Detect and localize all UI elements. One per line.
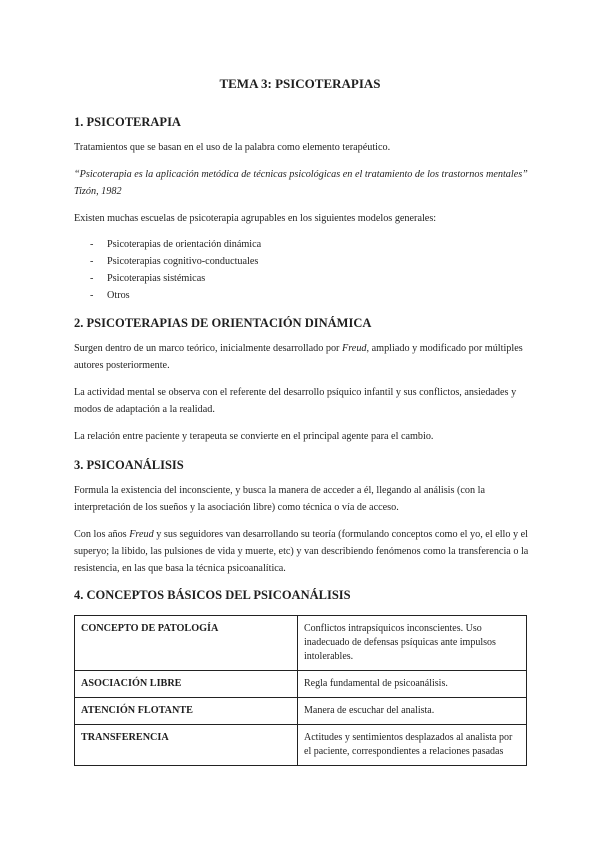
author-name: Freud xyxy=(129,529,154,540)
list-item xyxy=(74,253,261,270)
list-item xyxy=(74,270,261,287)
table-row xyxy=(75,725,527,766)
text-run: Surgen dentro de un marco teórico, inicialmente desarrollado por xyxy=(74,343,342,354)
concept-definition: Conflictos intrapsíquicos inconscientes. Uso inadecuado de defensas psíquicas ante impulsos intolerables. xyxy=(298,616,527,671)
concept-definition: Manera de escuchar del analista. xyxy=(298,698,527,725)
text-run: Con los años xyxy=(74,529,130,540)
author-name: Freud xyxy=(342,343,367,354)
concept-term: TRANSFERENCIA xyxy=(75,725,298,766)
table-row xyxy=(75,698,527,725)
concepts-table xyxy=(74,615,527,766)
document-title: TEMA 3: PSICOTERAPIAS xyxy=(219,76,381,91)
list-item xyxy=(74,287,261,304)
quote-source: Tizón, 1982 xyxy=(74,186,122,197)
section-4-heading: 4. CONCEPTOS BÁSICOS DEL PSICOANÁLISIS xyxy=(74,588,351,602)
quote-text: “Psicoterapia es la aplicación metódica de técnicas psicológicas en el tratamiento de los trastornos mentales” xyxy=(74,169,528,180)
concept-term: CONCEPTO DE PATOLOGÍA xyxy=(75,616,298,671)
section-3-heading: 3. PSICOANÁLISIS xyxy=(74,458,184,472)
list-dash: - xyxy=(90,256,94,267)
section-1-heading: 1. PSICOTERAPIA xyxy=(74,115,181,129)
table-row xyxy=(75,671,527,698)
section-2-heading: 2. PSICOTERAPIAS DE ORIENTACIÓN DINÁMICA xyxy=(74,316,372,330)
section-1-paragraph-2: Existen muchas escuelas de psicoterapia agrupables en los siguientes modelos generales: xyxy=(74,213,437,224)
list-item xyxy=(74,236,261,253)
list-item-text: Psicoterapias de orientación dinámica xyxy=(107,239,262,250)
section-2-paragraph-2: La actividad mental se observa con el referente del desarrollo psíquico infantil y sus conflictos, ansiedades y modos de adaptación a la realidad. xyxy=(74,387,517,415)
models-list xyxy=(74,236,261,304)
concept-definition: Regla fundamental de psicoanálisis. xyxy=(298,671,527,698)
section-1-paragraph-1: Tratamientos que se basan en el uso de la palabra como elemento terapéutico. xyxy=(74,142,391,153)
text-run: , ampliado y modificado por múltiples autores posteriormente. xyxy=(74,343,523,371)
concept-definition: Actitudes y sentimientos desplazados al analista por el paciente, correspondientes a relaciones pasadas xyxy=(298,725,527,766)
table-row xyxy=(75,616,527,671)
list-dash: - xyxy=(90,290,94,301)
section-3-paragraph-1: Formula la existencia del inconsciente, y busca la manera de acceder a él, llegando al análisis (con la interpretación de los sueños y la asociación libre) como técnica o vía de acceso. xyxy=(74,485,486,513)
list-item-text: Psicoterapias sistémicas xyxy=(107,273,206,284)
section-2-paragraph-3: La relación entre paciente y terapeuta se convierte en el principal agente para el cambio. xyxy=(74,431,434,442)
list-item-text: Otros xyxy=(107,290,130,301)
list-item-text: Psicoterapias cognitivo-conductuales xyxy=(107,256,259,267)
list-dash: - xyxy=(90,273,94,284)
section-1-quote xyxy=(74,166,534,200)
section-3-paragraph-2 xyxy=(74,526,534,577)
section-2-paragraph-1 xyxy=(74,340,534,374)
text-run: y sus seguidores van desarrollando su teoría (formulando conceptos como el yo, el ello y el superyo; la libido, las pulsiones de vida y muerte, etc) y van describiendo fenómenos como la transferencia o la resistencia, en las que basa la técnica psicoanalítica. xyxy=(74,529,529,574)
concept-term: ASOCIACIÓN LIBRE xyxy=(75,671,298,698)
concept-term: ATENCIÓN FLOTANTE xyxy=(75,698,298,725)
list-dash: - xyxy=(90,239,94,250)
